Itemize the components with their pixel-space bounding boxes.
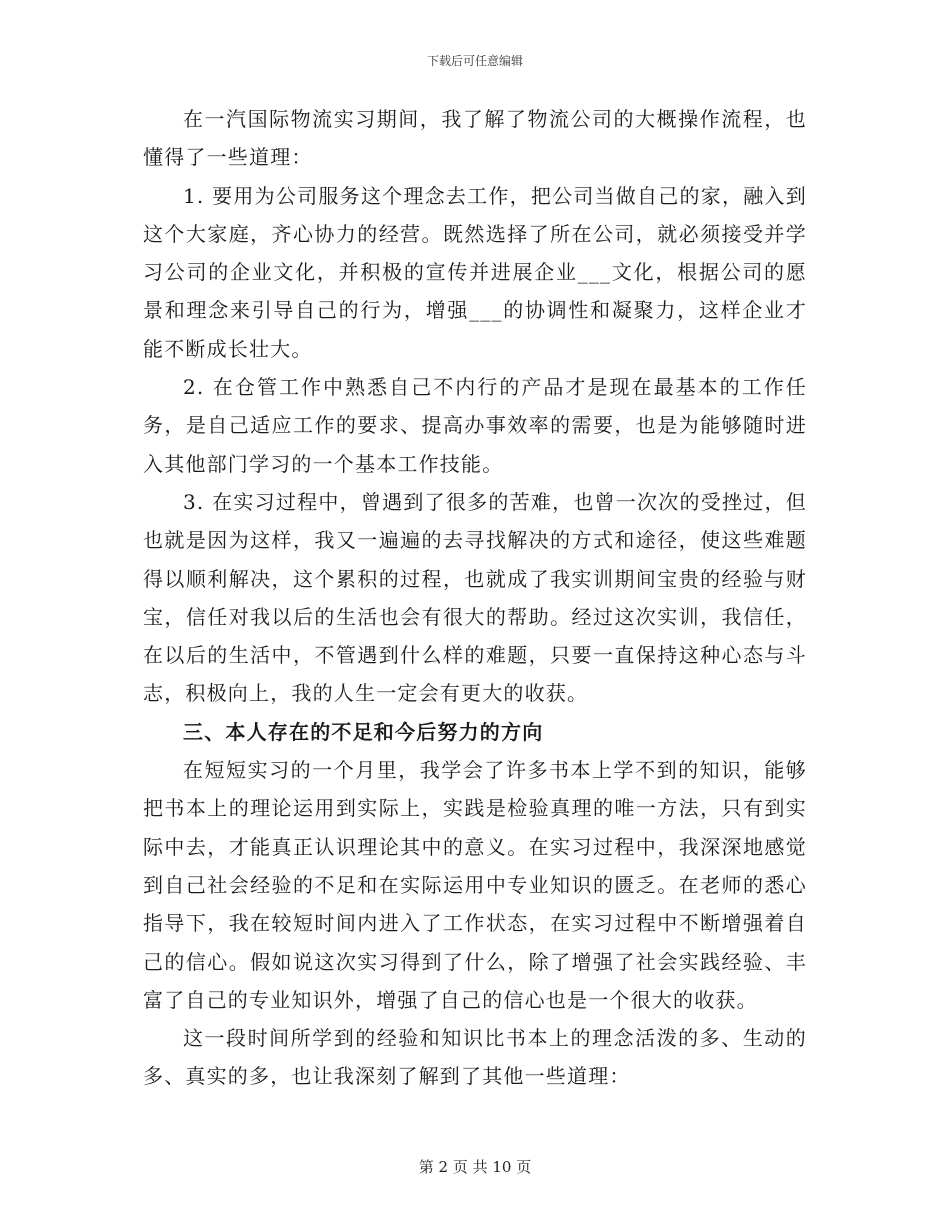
paragraph-point-3: 3. 在实习过程中，曾遇到了很多的苦难，也曾一次次的受挫过，但也就是因为这样，我又一遍遍的去寻找解决的方式和途径，使这些难题得以顺利解决，这个累积的过程，也就成了我实训期间宝贵的经验与财宝，信任对我以后的生活也会有很大的帮助。经过这次实训，我信任，在以后的生活中，不管遇到什么样的难题，只要一直保持这种心态与斗志，积极向上，我的人生一定会有更大的收获。 (143, 489, 807, 706)
paragraph-intro: 在一汽国际物流实习期间，我了解了物流公司的大概操作流程，也懂得了一些道理： (143, 107, 807, 170)
paragraph-conclusion: 这一段时间所学到的经验和知识比书本上的理念活泼的多、生动的多、真实的多，也让我深刻了解到了其他一些道理： (143, 1026, 807, 1089)
page-header: 下载后可任意编辑 (426, 54, 523, 68)
document-body (143, 100, 807, 1096)
paragraph-shortcomings: 在短短实习的一个月里，我学会了许多书本上学不到的知识，能够把书本上的理论运用到实际上，实践是检验真理的唯一方法，只有到实际中去，才能真正认识理论其中的意义。在实习过程中，我深深地感觉到自己社会经验的不足和在实际运用中专业知识的匮乏。在老师的悉心指导下，我在较短时间内进入了工作状态，在实习过程中不断增强着自己的信心。假如说这次实习得到了什么，除了增强了社会实践经验、丰富了自己的专业知识外，增强了自己的信心也是一个很大的收获。 (143, 758, 807, 1012)
page-number: 第 2 页 共 10 页 (418, 1158, 532, 1176)
paragraph-point-1: 1. 要用为公司服务这个理念去工作，把公司当做自己的家，融入到这个大家庭，齐心协力的经营。既然选择了所在公司，就必须接受并学习公司的企业文化，并积极的宣传并进展企业___文化，根据公司的愿景和理念来引导自己的行为，增强___的协调性和凝聚力，这样企业才能不断成长壮大。 (143, 183, 807, 361)
paragraph-point-2: 2. 在仓管工作中熟悉自己不内行的产品才是现在最基本的工作任务，是自己适应工作的要求、提高办事效率的需要，也是为能够随时进入其他部门学习的一个基本工作技能。 (143, 375, 807, 476)
section-heading: 三、本人存在的不足和今后努力的方向 (183, 719, 544, 744)
